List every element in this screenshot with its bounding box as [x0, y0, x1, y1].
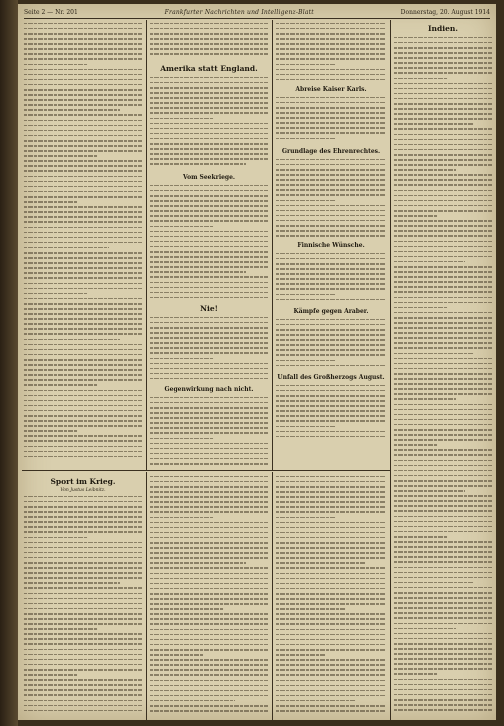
headline-kaempfe: Kämpfe gegen Araber.	[293, 308, 369, 315]
headline-seekriege: Vom Seekriege.	[182, 174, 236, 181]
body-text	[276, 317, 386, 371]
column-rule	[146, 472, 147, 720]
body-text	[150, 315, 268, 383]
column-3	[276, 21, 386, 467]
column-rule	[390, 20, 391, 720]
column-rule	[146, 20, 147, 470]
body-text	[276, 383, 386, 443]
body-text	[276, 95, 386, 145]
body-text	[276, 157, 386, 239]
body-text	[276, 251, 386, 305]
column-2	[150, 21, 268, 467]
book-spine	[0, 0, 18, 726]
page-header	[24, 6, 490, 19]
body-text	[150, 395, 268, 467]
body-text	[24, 21, 142, 459]
page-label: Seite 2 — Nr. 201	[24, 8, 78, 16]
body-text	[24, 494, 142, 714]
body-text	[276, 21, 386, 83]
section-rule	[22, 470, 390, 471]
headline-sport: Sport im Krieg.	[50, 477, 116, 486]
headline-unfall: Unfall des Großherzogs August.	[277, 374, 385, 381]
masthead: Frankfurter Nachrichten und Intelligenz-Blatt	[164, 8, 314, 16]
headline-nie: Nie!	[200, 304, 218, 313]
column-rule	[272, 472, 273, 720]
newspaper-page	[18, 4, 496, 720]
column-rule	[272, 20, 273, 470]
issue-date: Donnerstag, 20. August 1914	[400, 8, 490, 16]
column-2-bottom	[150, 474, 268, 718]
column-1	[24, 21, 142, 467]
body-text	[150, 75, 268, 171]
body-text	[150, 474, 268, 718]
page-edge	[496, 0, 504, 726]
headline-ehrenrecht: Grundlage des Ehrenrechtes.	[281, 148, 381, 155]
body-text	[394, 35, 492, 715]
headline-gegenwirkung: Gegenwirkung nach nicht.	[164, 386, 254, 393]
column-3-bottom	[276, 474, 386, 718]
body-text	[150, 21, 268, 61]
headline-amerika: Amerika statt England.	[160, 64, 258, 73]
body-text	[150, 183, 268, 301]
byline: Von Justus Leibnitz.	[60, 488, 106, 493]
headline-finnische: Finnische Wünsche.	[297, 242, 365, 249]
body-text	[276, 474, 386, 718]
column-1-bottom	[24, 474, 142, 718]
column-4	[394, 21, 492, 717]
headline-karls: Abreise Kaiser Karls.	[295, 86, 367, 93]
headline-indien: Indien.	[428, 24, 458, 33]
